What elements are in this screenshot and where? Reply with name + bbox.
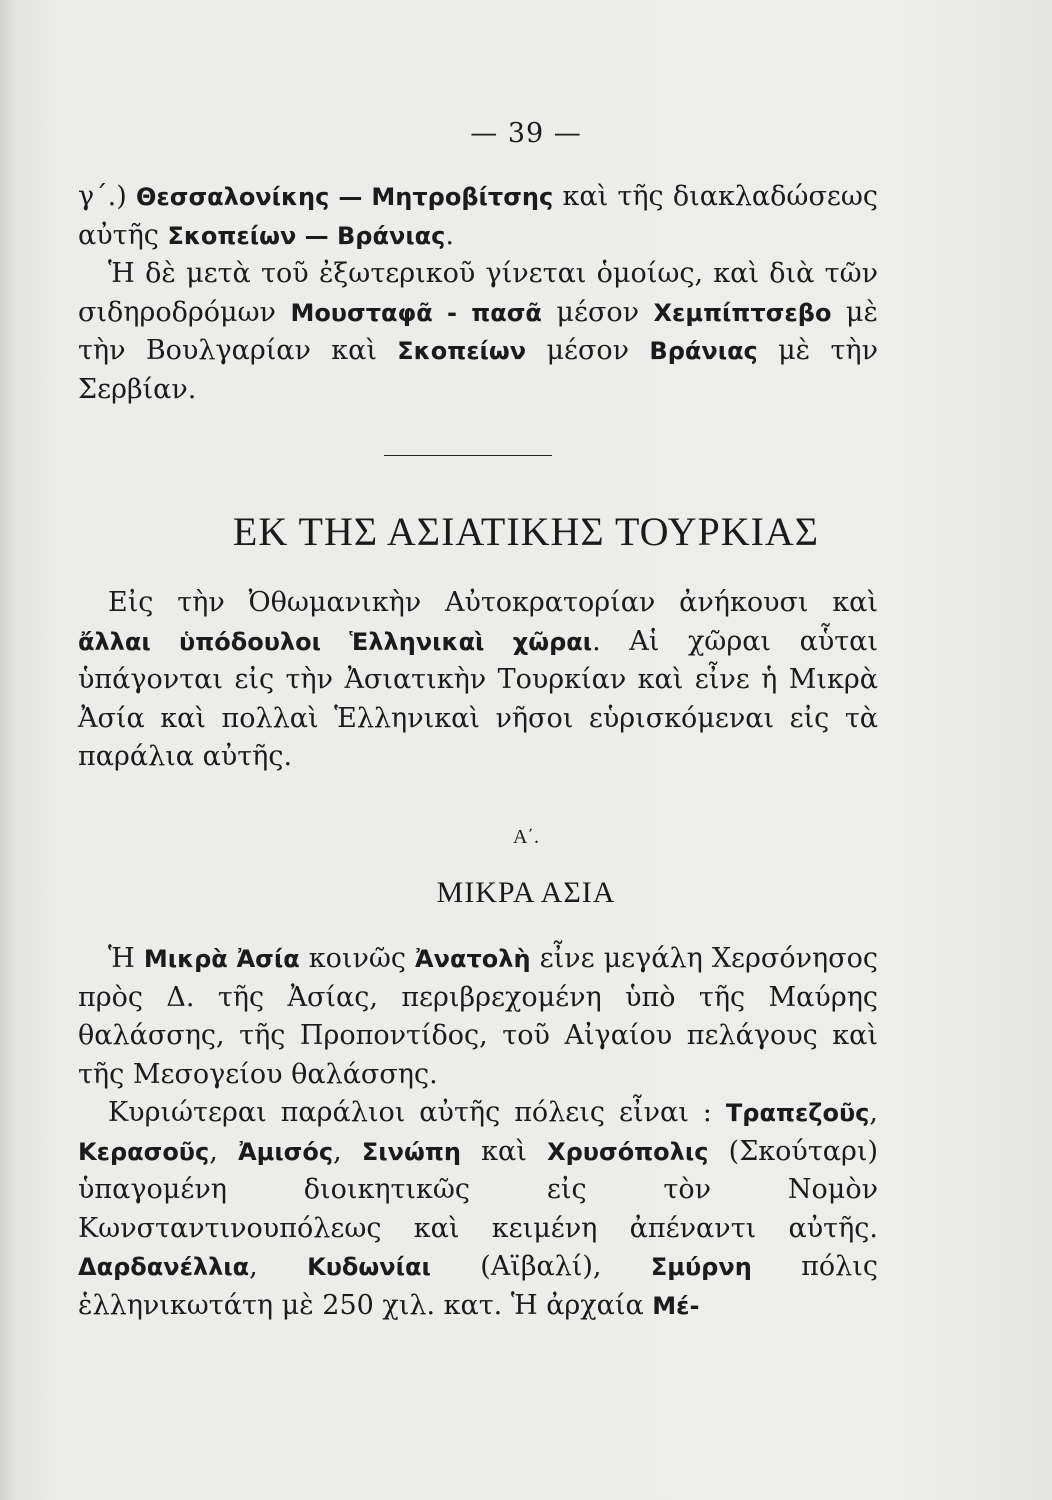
- paragraph-foreign-connections: Ἡ δὲ μετὰ τοῦ ἐξωτερικοῦ γίνεται ὁμοίως, καὶ διὰ τῶν σιδηροδρόμων Μουσταφᾶ - πασᾶ μέσον Χεμπίπτσεβο μὲ τὴν Βουλγαρίαν καὶ Σκοπείων μέσον Βράνιας μὲ τὴν Σερβίαν.: [78, 258, 878, 405]
- page-number: — 39 —: [470, 118, 582, 149]
- intro-text-block: [78, 584, 878, 777]
- section-title: ΕΚ ΤΗΣ ΑΣΙΑΤΙΚΗΣ ΤΟΥΡΚΙΑΣ: [232, 509, 820, 554]
- bold-term: Κερασοῦς: [78, 1137, 210, 1166]
- paragraph-coastal-cities: Κυριώτεραι παράλιοι αὐτῆς πόλεις εἶναι : Τραπεζοῦς, Κερασοῦς, Ἀμισός, Σινώπη καὶ Χρυσόπολις (Σκούταρι) ὑπαγομένη διοικητικῶς εἰς τὸν Νομὸν Κωνσταντινουπόλεως καὶ κειμένη ἀπέναντι αὐτῆς. Δαρδανέλλια, Κυδωνίαι (Αϊβαλί), Σμύρνη πόλις ἑλληνικωτάτη μὲ 250 χιλ. κατ. Ἡ ἀρχαία Μέ-: [78, 1097, 878, 1321]
- subsection-title: ΜΙΚΡΑ ΑΣΙΑ: [436, 876, 616, 909]
- paragraph-asia-minor: Ἡ Μικρὰ Ἀσία κοινῶς Ἀνατολὴ εἶνε μεγάλη Χερσόνησος πρὸς Δ. τῆς Ἀσίας, περιβρεχομένη ὑπὸ τῆς Μαύρης θαλάσσης, τῆς Προποντίδος, τοῦ Αἰγαίου πελάγους καὶ τῆς Μεσογείου θαλάσσης.: [78, 943, 878, 1090]
- top-text-block: [78, 178, 878, 409]
- bold-term: Δαρδανέλλια: [78, 1253, 250, 1281]
- bold-term: ἄλλαι ὑπόδουλοι Ἑλληνικαὶ χῶραι: [78, 627, 593, 656]
- paragraph-asiatic-turkey: Εἰς τὴν Ὀθωμανικὴν Αὐτοκρατορίαν ἀνήκουσι καὶ ἄλλαι ὑπόδουλοι Ἑλληνικαὶ χῶραι. Αἱ χῶραι αὗται ὑπάγονται εἰς τὴν Ἀσιατικὴν Τουρκίαν καὶ εἶνε ἡ Μικρὰ Ἀσία καὶ πολλαὶ Ἑλληνικαὶ νῆσοι εὑρισκόμεναι εἰς τὰ παράλια αὐτῆς.: [78, 587, 878, 772]
- paragraph-thessaloniki-line: γ΄.) Θεσσαλονίκης — Μητροβίτσης καὶ τῆς διακλαδώσεως αὐτῆς Σκοπείων — Βράνιας.: [78, 181, 878, 251]
- bold-term: Χρυσόπολις: [547, 1137, 709, 1166]
- bold-term: Χεμπίπτσεβο: [653, 298, 832, 327]
- bold-term: Μουσταφᾶ - πασᾶ: [290, 298, 542, 327]
- bold-term: Σινώπη: [361, 1137, 461, 1166]
- bold-term: Θεσσαλονίκης — Μητροβίτσης: [136, 183, 554, 211]
- part-label: Α΄.: [512, 826, 540, 848]
- bold-term: Τραπεζοῦς: [725, 1099, 870, 1127]
- bold-term: Βράνιας: [649, 337, 758, 365]
- bold-term: Σκοπείων — Βράνιας: [167, 221, 446, 250]
- bold-term: Σκοπείων: [397, 337, 527, 365]
- asia-minor-text-block: [78, 940, 878, 1325]
- bold-term: Ἀμισός: [238, 1137, 334, 1166]
- bold-term: Κυδωνίαι: [307, 1253, 431, 1281]
- bold-term: Ἀνατολὴ: [415, 945, 531, 973]
- bold-term: Μικρὰ Ἀσία: [143, 945, 300, 973]
- section-divider: [384, 455, 552, 456]
- bold-term: Σμύρνη: [650, 1253, 752, 1281]
- bold-term: Μέ-: [652, 1291, 700, 1320]
